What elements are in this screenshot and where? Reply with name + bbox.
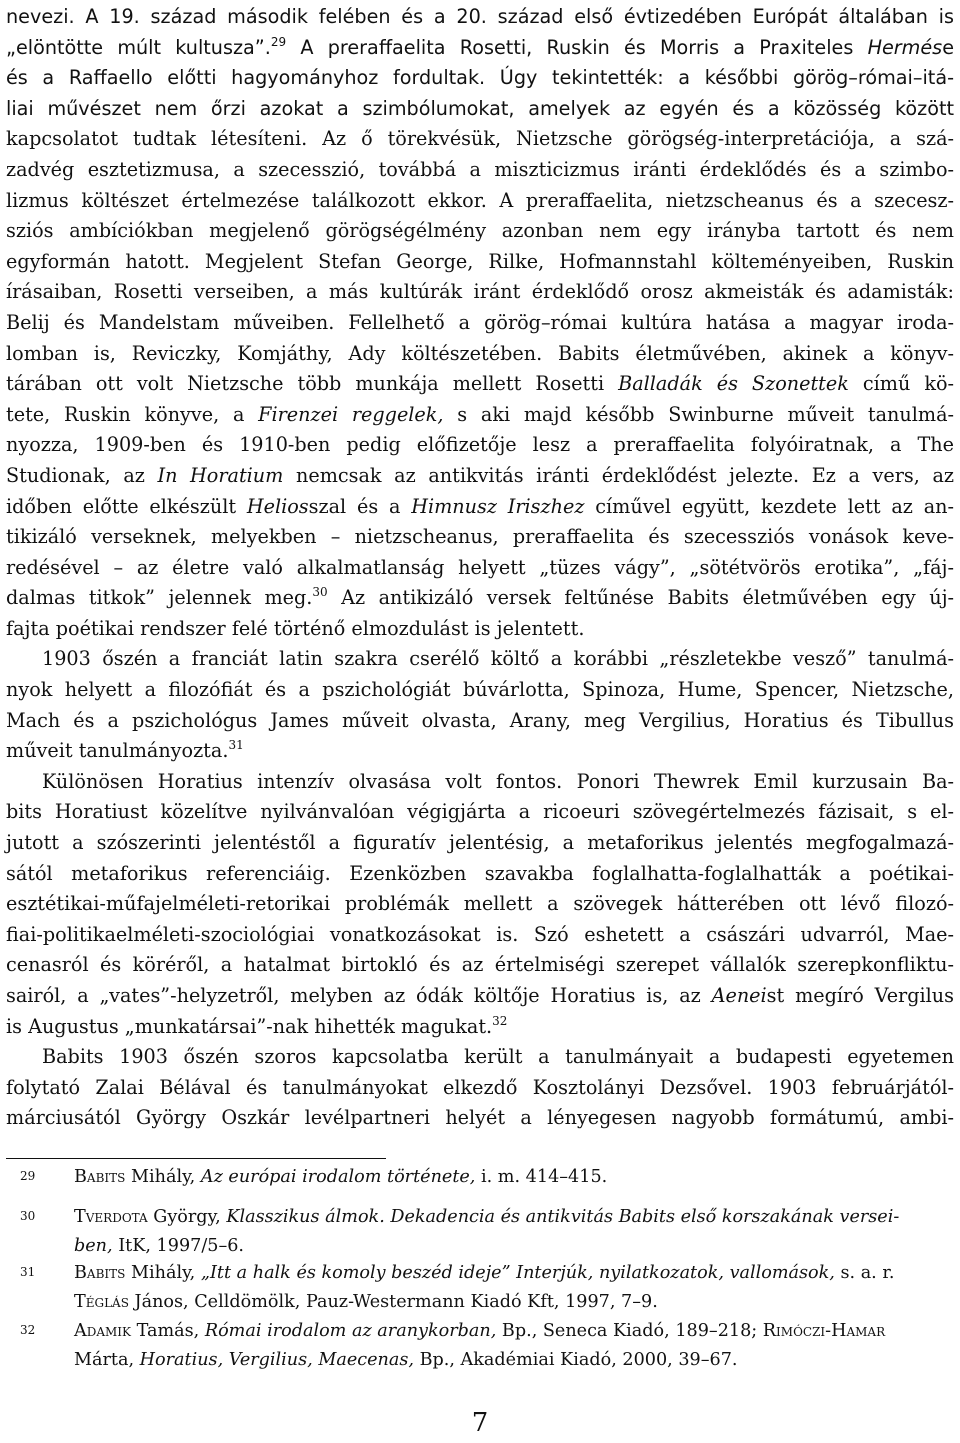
text-line: sziós ambíciókban megjelenő görögségélmény azonban nem egy irányba tartott és nem [6,219,954,243]
text-line: folytató Zalai Bélával és tanulmányokat elkezdő Kosztolányi Dezsővel. 1903 februárjától- [6,1075,954,1099]
text-line: sairól, a „vates”-helyzetről, melyben az ódák költője Horatius is, az Aeneist megíró Vergilus [6,984,954,1007]
text-line: fajta poétikai rendszer felé történő elmozdulást is jelentett. [6,616,585,640]
footnote-number: 32 [20,1323,36,1337]
footnote-text: Téglás János, Celldömölk, Pauz-Westermann Kiadó Kft, 1997, 7–9. [74,1292,658,1312]
text-line: egyformán hatott. Megjelent Stefan George, Rilke, Hofmannstahl költeményeiben, Ruskin [6,249,954,273]
text-line: írásaiban, Rosetti verseiben, a más kultúrák iránt érdeklődő orosz akmeisták és adamisták: [6,280,954,304]
footnote-text: Márta, Horatius, Vergilius, Maecenas, Bp., Akadémiai Kiadó, 2000, 39–67. [74,1350,738,1370]
text-line: liai művészet nem őrzi azokat a szimbólumokat, amelyek az egyén és a közösség között [6,96,954,120]
text-line: nevezi. A 19. század második felében és a 20. század első évtizedében Európát általában is [6,5,954,28]
text-line: nyok helyett a filozófiát és a pszichológiát búvárlotta, Spinoza, Hume, Spencer, Nietzsche, [6,678,954,702]
footnote-number: 31 [20,1265,36,1279]
text-line: Belij és Mandelstam műveiben. Fellelhető a görög–római kultúra hatása a magyar iroda- [6,310,954,334]
text-line: esztétikai-műfajelméleti-retorikai problémák mellett a szövegek hátterében ott lévő filozó- [6,892,954,916]
text-line: sától metaforikus referenciáig. Ezenközben szavakba foglalhatta-foglalhatták a poétikai- [6,861,954,885]
text-line: dalmas titkok” jelennek meg.$^{30}$ Az antikizáló versek feltűnése Babits életművében egy új- [6,585,954,610]
footnote-text: Babits Mihály, Az európai irodalom története, i. m. 414–415. [74,1167,608,1187]
text-line: bits Horatiust közelítve nyilvánvalóan végigjárta a ricoeuri szövegértelmezés fázisait, s el- [6,800,954,824]
text-line: 1903 őszén a franciát latin szakra cserélő költő a korábbi „részletekbe vesző” tanulmá- [42,647,954,671]
text-line: lizmus költészet értelmezése találkozott ekkor. A preraffaelita, nietzscheanus és a szecesz- [6,188,954,212]
text-line: időben előtte elkészült Heliosszal és a Himnusz Iriszhez cíművel együtt, kezdete lett az an- [6,494,954,518]
text-line: Különösen Horatius intenzív olvasása volt fontos. Ponori Thewrek Emil kurzusain Ba- [42,769,954,793]
text-line: műveit tanulmányozta.$^{31}$ [6,738,244,763]
footnote-text: ben, ItK, 1997/5–6. [74,1236,245,1256]
footnote-number: 29 [20,1169,36,1183]
text-line: Babits 1903 őszén szoros kapcsolatba került a tanulmányait a budapesti egyetemen [42,1045,954,1069]
text-line: „elöntötte múlt kultusza”.$^{29}$ A preraffaelita Rosetti, Ruskin és Morris a Praxiteles Hermése [6,34,954,59]
footnote [6,1259,954,1317]
text-line: cenasról és köréről, a hatalmat birtokló és az értelmiségi szerepet vállalók szerepkonfliktu- [6,953,954,977]
text-line: nyozza, 1909-ben és 1910-ben pedig előfizetője lesz a preraffaelita folyóiratnak, a The [6,433,954,457]
text-line: zadvég esztetizmusa, a szecesszió, továbbá a miszticizmus iránti érdeklődés és a szimbo- [6,157,954,181]
text-line: lomban is, Reviczky, Komjáthy, Ady költészetében. Babits életművében, akinek a könyv- [6,341,954,365]
footnote-separator [6,1158,386,1159]
text-line: és a Raffaello előtti hagyományhoz fordultak. Úgy tekintették: a későbbi görög–római–itá- [6,66,954,90]
footnote [6,1203,954,1261]
footnote-text: Tverdota György, Klasszikus álmok. Dekadencia és antikvitás Babits első korszakának versei- [74,1207,900,1227]
body-text [6,2,954,1134]
text-line: kapcsolatot tudtak létesíteni. Az ő törekvésük, Nietzsche görögség-interpretációja, a szá- [6,127,954,151]
text-line: Studionak, az In Horatium nemcsak az antikvitás iránti érdeklődést jelezte. Ez a vers, az [6,463,954,487]
footnote-text: Babits Mihály, „Itt a halk és komoly beszéd ideje” Interjúk, nyilatkozatok, vallomások, s. a. r. [74,1263,895,1283]
text-line: tikizáló verseknek, melyekben – nietzscheanus, preraffaelita és szecessziós vonások keve- [6,525,954,549]
text-line: tete, Ruskin könyve, a Firenzei reggelek, s aki majd később Swinburne műveit tanulmá- [6,402,955,426]
page-number: 7 [471,1408,489,1438]
text-line: redésével – az életre való alkalmatlanság helyett „tüzes vágy”, „sötétvörös erotika”, „fáj- [6,555,954,579]
text-line: is Augustus „munkatársai”-nak hihették magukat.$^{32}$ [6,1013,508,1038]
footnote-text: Adamik Tamás, Római irodalom az aranykorban, Bp., Seneca Kiadó, 189–218; Rimóczi-Hamar [74,1321,886,1341]
text-line: tárában ott volt Nietzsche több munkája mellett Rosetti Balladák és Szonettek című kö- [6,372,954,396]
text-line: fiai-politikaelméleti-szociológiai vonatkozásokat is. Szó eshetett a császári udvarról, Mae- [6,922,954,946]
footnote [6,1163,954,1192]
text-line: Mach és a pszichológus James műveit olvasta, Arany, meg Vergilius, Horatius és Tibullus [6,708,954,732]
footnote [6,1317,954,1375]
text-line: márciusától György Oszkár levélpartneri helyét a lényegesen nagyobb formátumú, ambi- [6,1106,954,1130]
footnote-number: 30 [20,1209,36,1223]
text-line: jutott a szószerinti jelentéstől a figuratív jelentésig, a metaforikus jelentés megfogalmazá- [6,831,954,855]
